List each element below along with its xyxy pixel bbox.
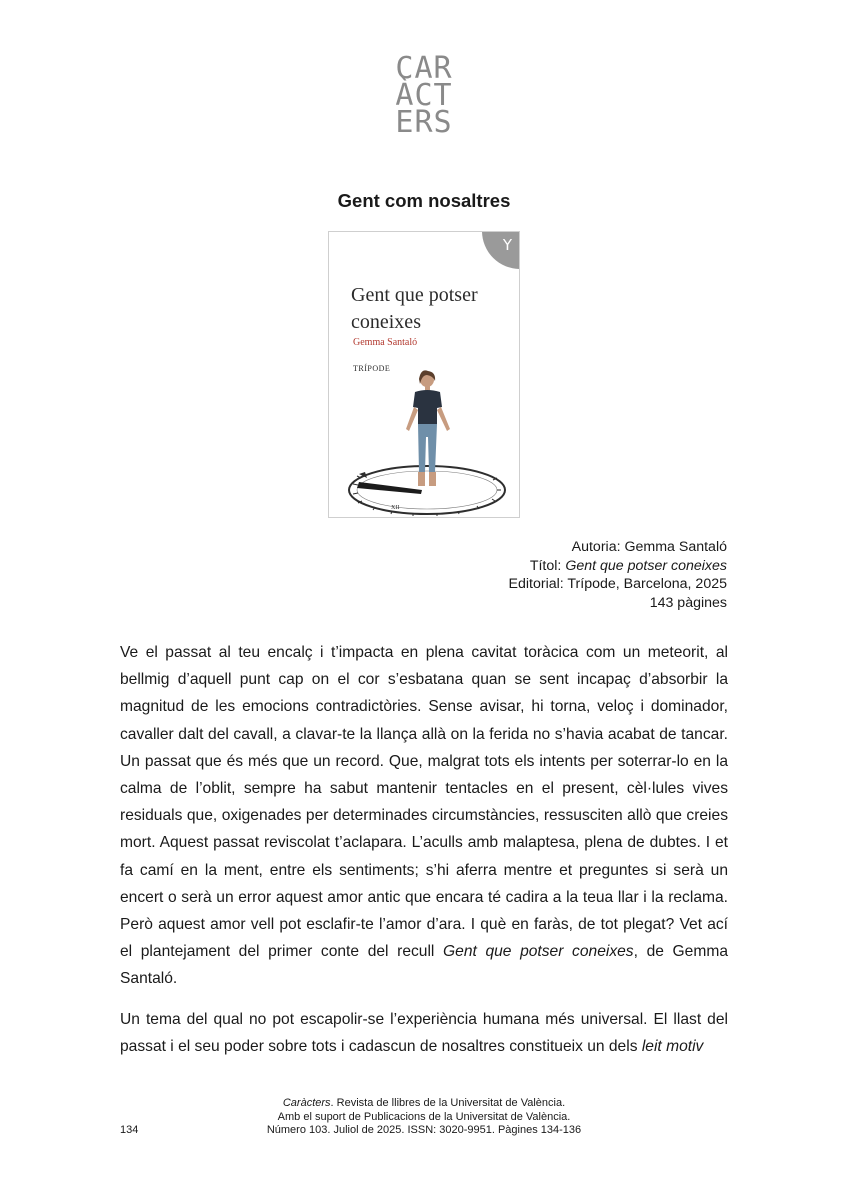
meta-author: Autoria: Gemma Santaló: [571, 539, 727, 555]
footer-line-2: Amb el suport de Publicacions de la Universitat de València.: [277, 1110, 571, 1123]
paragraph-1-end: , de Gemma Santaló.: [120, 943, 728, 988]
paragraph-1-text: Ve el passat al teu encalç i t’impacta en plena cavitat toràcica com un meteorit, al bellmig d’aquell punt cap on el cor s’esbatana quan se sent incapaç d’absorbir la magnitud de les emocions contradictòries. Sense avisar, hi torna, veloç i dominador, cavaller dalt del cavall, a clavar-te la llança allà on la ferida no s’havia acabat de tancar. Un passat que és més que un record. Que, malgrat tots els intents per soterrar-lo en la calma de l’oblit, sempre ha sabut mantenir tentacles en el present, cèl·lules vives residuals que, oxigenades per determinades circumstàncies, ressusciten allò que creies mort. Aquest passat reviscolat t’aclapara. L’aculls amb malaptesa, plena de dubtes. I et fa camí en la ment, entre els sentiments; s’hi aferra mentre et preguntes si serà un encert o serà un error aquest amor antic que encara té cadira a la teua llar i la reclama. Però aquest amor vell pot esclafir-te l’amor d’ara. I què en faràs, de tot plegat? Vet ací el plantejament del primer conte del recull: [120, 644, 728, 961]
publisher-mark-icon: Y: [502, 236, 512, 254]
paragraph-2-italic: leit motiv: [641, 1037, 704, 1055]
journal-logo: [0, 51, 848, 140]
cover-title-line-2: coneixes: [351, 311, 421, 333]
footer-line-3: Número 103. Juliol de 2025. ISSN: 3020-9951. Pàgines 134-136: [266, 1124, 582, 1136]
dial-label: XII: [391, 505, 400, 511]
meta-title: [509, 557, 727, 576]
book-metadata: [509, 538, 727, 612]
logo-line-2: ÀCT: [395, 78, 453, 113]
cover-title-line-1: Gent que potser: [351, 284, 478, 306]
logo-line-3: ERS: [395, 105, 453, 140]
cover-author: Gemma Santaló: [353, 337, 418, 348]
meta-pages: 143 pàgines: [649, 594, 727, 611]
meta-title-prefix: Títol:: [529, 557, 566, 574]
cover-publisher: TRÍPODE: [353, 364, 391, 373]
footer-line-1-rest: . Revista de llibres de la Universitat de València.: [330, 1097, 566, 1109]
paragraph-2-text: Un tema del qual no pot escapolir-se l’experiència humana més universal. El llast del passat i el seu poder sobre tots i cadascun de nosaltres constitueix un dels: [120, 1010, 728, 1055]
paragraph-1: [120, 639, 728, 993]
paragraph-2: [120, 1006, 728, 1060]
logo-line-1: CAR: [395, 51, 453, 86]
review-body: [120, 639, 728, 1073]
book-cover: [328, 231, 520, 518]
page-number: 134: [120, 1124, 139, 1136]
paragraph-1-book-title: Gent que potser coneixes: [443, 943, 634, 961]
footer-line-1: [0, 1097, 848, 1111]
page-title: Gent com nosaltres: [337, 190, 511, 211]
meta-title-value: Gent que potser coneixes: [565, 557, 727, 574]
dial-label-layer: [329, 232, 520, 518]
footer-journal-name: Caràcters: [282, 1097, 331, 1109]
meta-publisher: Editorial: Trípode, Barcelona, 2025: [508, 576, 727, 592]
